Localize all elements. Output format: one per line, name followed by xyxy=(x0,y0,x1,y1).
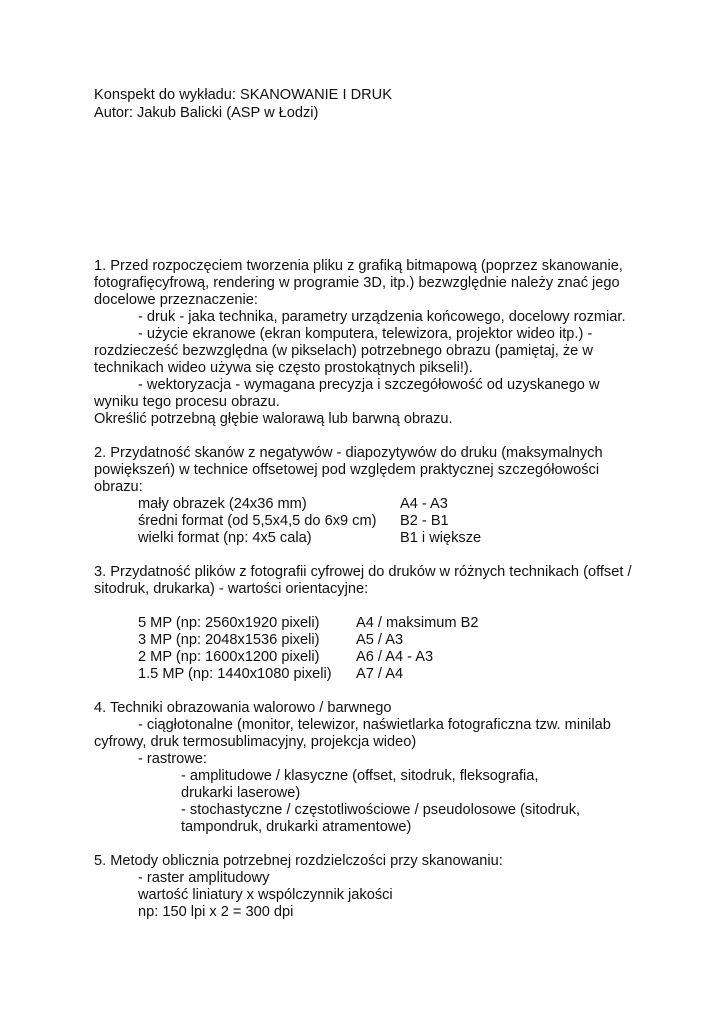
section4-line: cyfrowy, druk termosublimacyjny, projekcja wideo) xyxy=(94,734,417,750)
section2-line: powiększeń) w technice offsetowej pod względem praktycznej szczegółowości xyxy=(94,462,600,478)
section1-line: - druk - jaka technika, parametry urządzenia końcowego, docelowy rozmiar. xyxy=(138,309,626,325)
section2-line: 2. Przydatność skanów z negatywów - diapozytywów do druku (maksymalnych xyxy=(94,445,603,461)
section5-line: - raster amplitudowy xyxy=(138,870,270,886)
section3-line: sitodruk, drukarka) - wartości orientacyjne: xyxy=(94,581,369,597)
section1-line: Określić potrzebną głębie walorawą lub barwną obrazu. xyxy=(94,411,453,427)
section5-line: wartość liniatury x wspólczynnik jakości xyxy=(138,887,393,903)
section5-line: 5. Metody oblicznia potrzebnej rozdzielczości przy skanowaniu: xyxy=(94,853,503,869)
megapixel-size: A6 / A4 - A3 xyxy=(356,649,434,665)
section1-line: - użycie ekranowe (ekran komputera, telewizora, projektor wideo itp.) - xyxy=(138,326,593,342)
section1-line: wyniku tego procesu obrazu. xyxy=(94,394,280,410)
megapixel-label: 1.5 MP (np: 1440x1080 pixeli) xyxy=(138,666,332,682)
section4-line: 4. Techniki obrazowania walorowo / barwnego xyxy=(94,700,392,716)
section4-line: - stochastyczne / częstotliwościowe / pseudolosowe (sitodruk, xyxy=(181,802,581,818)
format-label: wielki format (np: 4x5 cala) xyxy=(138,530,312,546)
document-title: Konspekt do wykładu: SKANOWANIE I DRUK xyxy=(94,87,392,103)
section1-line: rozdziecześć bezwzględna (w pikselach) potrzebnego obrazu (pamiętaj, że w xyxy=(94,343,593,359)
section3-line: 3. Przydatność plików z fotografii cyfrowej do druków w różnych technikach (offset / xyxy=(94,564,632,580)
format-label: średni format (od 5,5x4,5 do 6x9 cm) xyxy=(138,513,377,529)
megapixel-size: A7 / A4 xyxy=(356,666,404,682)
format-size: B1 i większe xyxy=(400,530,482,546)
section1-line: technikach wideo używa się często prostokątnych pikseli!). xyxy=(94,360,473,376)
section1-line: docelowe przeznaczenie: xyxy=(94,292,258,308)
section4-line: - rastrowe: xyxy=(138,751,207,767)
section4-line: - ciągłotonalne (monitor, telewizor, naświetlarka fotograficzna tzw. minilab xyxy=(138,717,611,733)
section1-line: 1. Przed rozpoczęciem tworzenia pliku z grafiką bitmapową (poprzez skanowanie, xyxy=(94,258,623,274)
megapixel-label: 5 MP (np: 2560x1920 pixeli) xyxy=(138,615,320,631)
megapixel-size: A4 / maksimum B2 xyxy=(356,615,479,631)
section2-line: obrazu: xyxy=(94,479,143,495)
megapixel-label: 3 MP (np: 2048x1536 pixeli) xyxy=(138,632,320,648)
format-size: A4 - A3 xyxy=(400,496,448,512)
document-author: Autor: Jakub Balicki (ASP w Łodzi) xyxy=(94,105,319,121)
format-size: B2 - B1 xyxy=(400,513,449,529)
section4-line: tampondruk, drukarki atramentowe) xyxy=(181,819,412,835)
megapixel-label: 2 MP (np: 1600x1200 pixeli) xyxy=(138,649,320,665)
section4-line: drukarki laserowe) xyxy=(181,785,301,801)
format-label: mały obrazek (24x36 mm) xyxy=(138,496,307,512)
megapixel-size: A5 / A3 xyxy=(356,632,404,648)
section4-line: - amplitudowe / klasyczne (offset, sitodruk, fleksografia, xyxy=(181,768,539,784)
section5-line: np: 150 lpi x 2 = 300 dpi xyxy=(138,904,294,920)
section1-line: - wektoryzacja - wymagana precyzja i szczegółowość od uzyskanego w xyxy=(138,377,600,393)
section1-line: fotografięcyfrową, rendering w programie 3D, itp.) bezwzględnie należy znać jego xyxy=(94,275,620,291)
